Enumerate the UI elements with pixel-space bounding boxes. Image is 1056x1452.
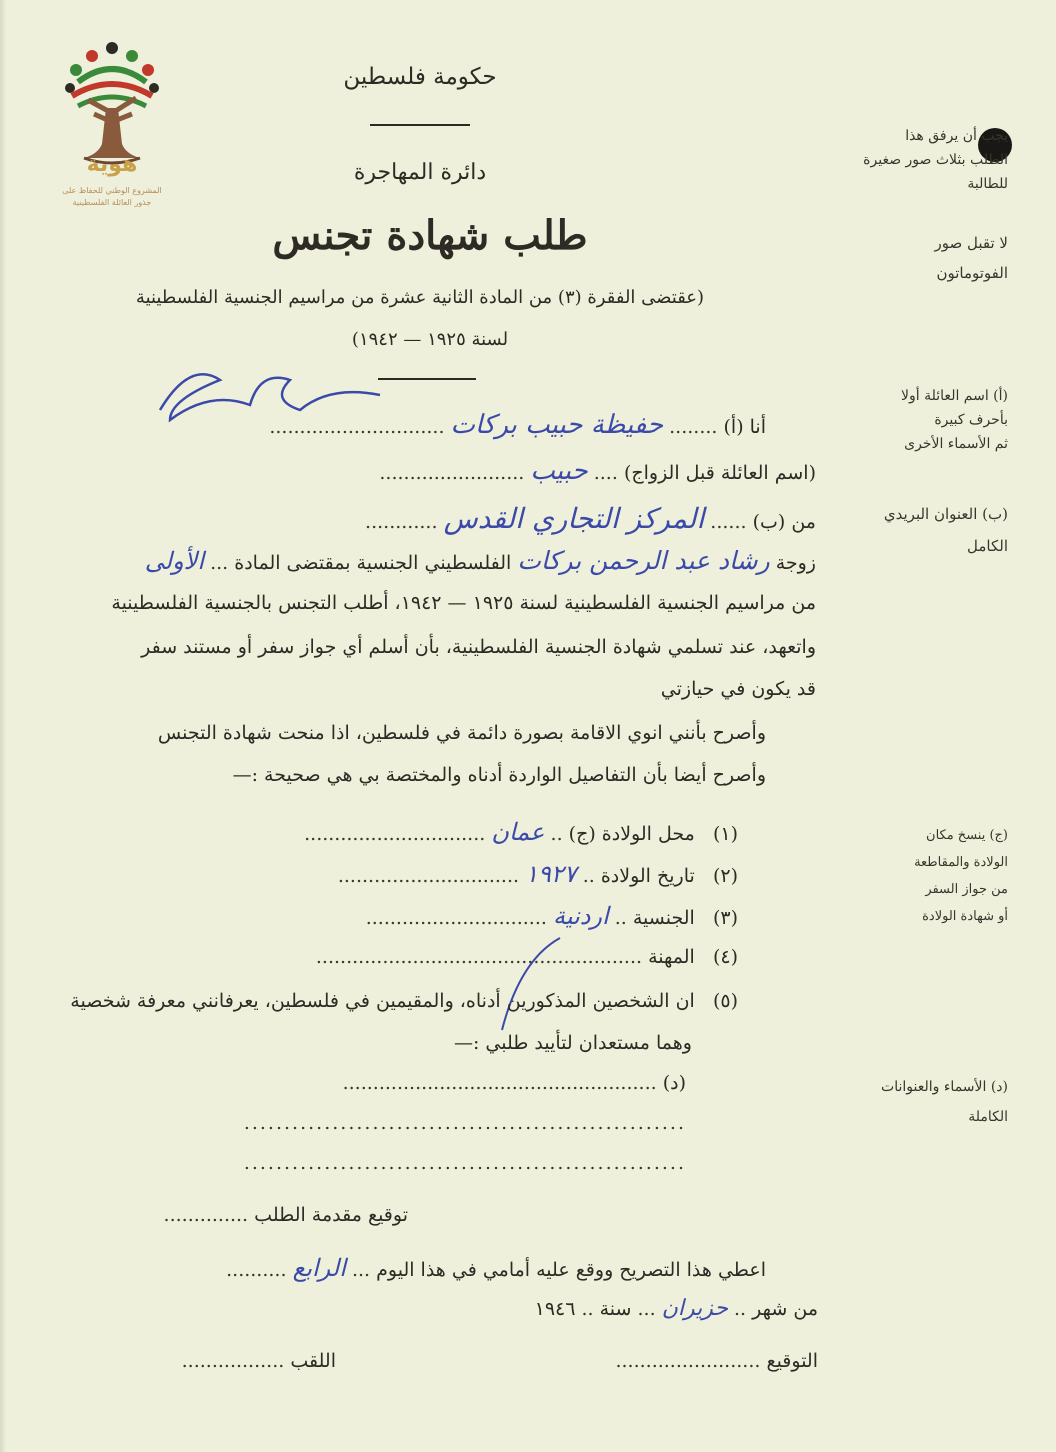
wife-dots: ... [210,552,229,574]
item-3-label: الجنسية [632,907,695,929]
ana-dots-tail: ............................. [269,416,445,438]
item-3-dots: .. [614,907,627,929]
item-1-line [304,818,738,846]
declaration-text: اعطي هذا التصريح ووقع عليه أمامي في هذا اليوم [376,1259,766,1281]
ana-line [269,410,766,440]
from-value: المركز التجاري القدس [443,502,705,535]
department-heading: دائرة المهاجرة [353,160,487,185]
logo-tagline-2: جذور العائلة الفلسطينية [72,198,152,207]
margin-note-photos-line-2: الطلب بثلاث صور صغيرة [863,152,1008,168]
margin-note-c-line-3: من جواز السفر [925,882,1008,897]
sign-line [615,1350,818,1372]
maiden-value: حبيب [530,456,588,486]
margin-note-photomaton-line-1: لا تقبل صور [934,234,1008,252]
margin-note-a-line-2: بأحرف كبيرة [934,412,1008,428]
d-dots-1: .................................................... [342,1072,657,1094]
wife-prefix: زوجة [775,552,816,574]
margin-note-a-line-1: (أ) اسم العائلة أولا [901,388,1008,404]
article-value: الأولى [144,547,205,575]
margin-note-photomaton [838,228,1008,288]
month-dots: .. [734,1298,747,1320]
date-line [535,1296,818,1321]
item-2-dots-tail: .............................. [337,865,520,887]
item-1-num: (١) [712,823,738,845]
d-line-3: ....................................................... [243,1152,686,1174]
item-3-num: (٣) [712,907,738,929]
margin-note-c-line-2: الولادة والمقاطعة [914,855,1008,870]
item-5-line-2: وهما مستعدان لتأييد طلبي :— [453,1032,692,1054]
from-dots: ...... [710,511,747,533]
month-value: حزيران [661,1296,728,1321]
item-2-dots: .. [582,865,595,887]
margin-note-photos [838,124,1008,196]
title-dots: ................. [181,1350,285,1372]
item-5-line-1 [70,990,738,1012]
para2-line-1: وأصرح بأنني انوي الاقامة بصورة دائمة في فلسطين، اذا منحت شهادة التجنس [157,722,766,744]
heading-rule [370,124,470,126]
title-label: اللقب [290,1350,336,1372]
para1-line-1: من مراسيم الجنسية الفلسطينية لسنة ١٩٢٥ — ١٩٤٢، أطلب التجنس بالجنسية الفلسطينية [111,592,816,614]
maiden-label: (اسم العائلة قبل الزواج) [623,462,816,484]
item-2-label: تاريخ الولادة [600,865,695,887]
month-label: من شهر [752,1298,818,1320]
from-dots-tail: ............ [365,511,438,533]
title-line [182,1350,336,1372]
year-label: سنة [599,1298,632,1320]
margin-note-photomaton-line-2: الفوتوماتون [936,264,1008,282]
para1-line-3: قد يكون في حيازتي [660,678,816,700]
item-5-num: (٥) [712,990,738,1012]
wife-line [145,546,816,575]
declaration-dots: ... [351,1259,371,1281]
logo-tagline-1: المشروع الوطني للحفاظ على [62,186,162,195]
declaration-day: الرابع [292,1254,346,1282]
margin-note-a [838,384,1008,456]
item-2-line [338,860,738,888]
applicant-signature-line [164,1204,408,1226]
margin-note-b [838,498,1008,562]
item-3-line [366,902,738,930]
item-1-label: محل الولادة (ج) [568,823,695,845]
diagonal-pen-stroke [490,930,570,1040]
item-1-dots: .. [550,823,563,845]
item-5-text-1: ان الشخصين المذكورين أدناه، والمقيمين في فلسطين، يعرفانني معرفة شخصية [70,990,695,1012]
declaration-dots-tail: .......... [226,1259,287,1281]
year-dots-2: .. [581,1298,594,1320]
subtitle-rule [378,378,476,380]
logo-name: هوية [86,152,138,177]
ana-dots: ........ [669,416,718,438]
margin-note-d-line-1: (د) الأسماء والعنوانات [881,1079,1008,1095]
signature-label: توقيع مقدمة الطلب [254,1204,408,1226]
maiden-line [379,456,816,486]
margin-note-b-line-2: الكامل [967,537,1008,555]
item-4-label: المهنة [648,946,695,968]
margin-note-a-line-3: ثم الأسماء الأخرى [904,436,1008,452]
maiden-dots: .... [593,462,618,484]
sign-dots: ........................ [615,1350,761,1372]
margin-note-b-line-1: (ب) العنوان البريدي [883,505,1008,523]
margin-note-d [838,1072,1008,1132]
sign-label: التوقيع [766,1350,818,1372]
item-1-value: عمان [491,818,545,846]
margin-note-c [838,822,1008,930]
year-dots: ... [637,1298,656,1320]
ana-label: أنا (أ) [723,416,766,438]
margin-note-c-line-4: أو شهادة الولادة [922,909,1008,924]
hawiya-logo [48,36,176,222]
subtitle-line-1: (عقتضى الفقرة (٣) من المادة الثانية عشرة من مراسيم الجنسية الفلسطينية [135,287,705,308]
item-4-num: (٤) [712,946,738,968]
from-line [365,502,816,535]
margin-note-photos-line-3: للطالبة [967,176,1008,192]
margin-note-photos-line-1: يجب أن يرفق هذا [905,128,1008,144]
government-heading: حكومة فلسطين [343,64,497,90]
item-1-dots-tail: .............................. [304,823,486,845]
signature-dots: .............. [163,1204,249,1226]
maiden-dots-tail: ........................ [379,462,525,484]
item-2-num: (٢) [712,865,738,887]
page-edge-shadow [0,0,6,1452]
margin-note-d-line-2: الكاملة [968,1109,1008,1125]
d-line-2: ....................................................... [243,1112,686,1134]
wife-suffix: الفلسطيني الجنسية بمقتضى المادة [234,552,512,574]
item-2-value: ١٩٢٧ [525,860,577,888]
page-title: طلب شهادة تجنس [272,212,588,259]
item-3-value: اردنية [552,902,609,930]
ana-value: حفيظة حبيب بركات [450,410,664,440]
year-value: ١٩٤٦ [534,1298,576,1320]
para2-line-2: وأصرح أيضا بأن التفاصيل الواردة أدناه والمختصة بي هي صحيحة :— [232,764,766,786]
item-4-dots: ...................................................... [315,946,643,968]
para1-line-2: واتعهد، عند تسلمي شهادة الجنسية الفلسطينية، بأن أسلم أي جواز سفر أو مستند سفر [141,636,816,658]
wife-value: رشاد عبد الرحمن بركات [517,546,770,575]
d-label: (د) [662,1072,686,1094]
declaration-line [226,1254,766,1282]
d-line-1 [343,1072,686,1094]
subtitle-line-2: لسنة ١٩٢٥ — ١٩٤٢) [351,329,509,350]
item-3-dots-tail: .............................. [365,907,547,929]
margin-note-c-line-1: (ج) ينسخ مكان [926,828,1008,843]
from-label: من (ب) [752,511,816,533]
